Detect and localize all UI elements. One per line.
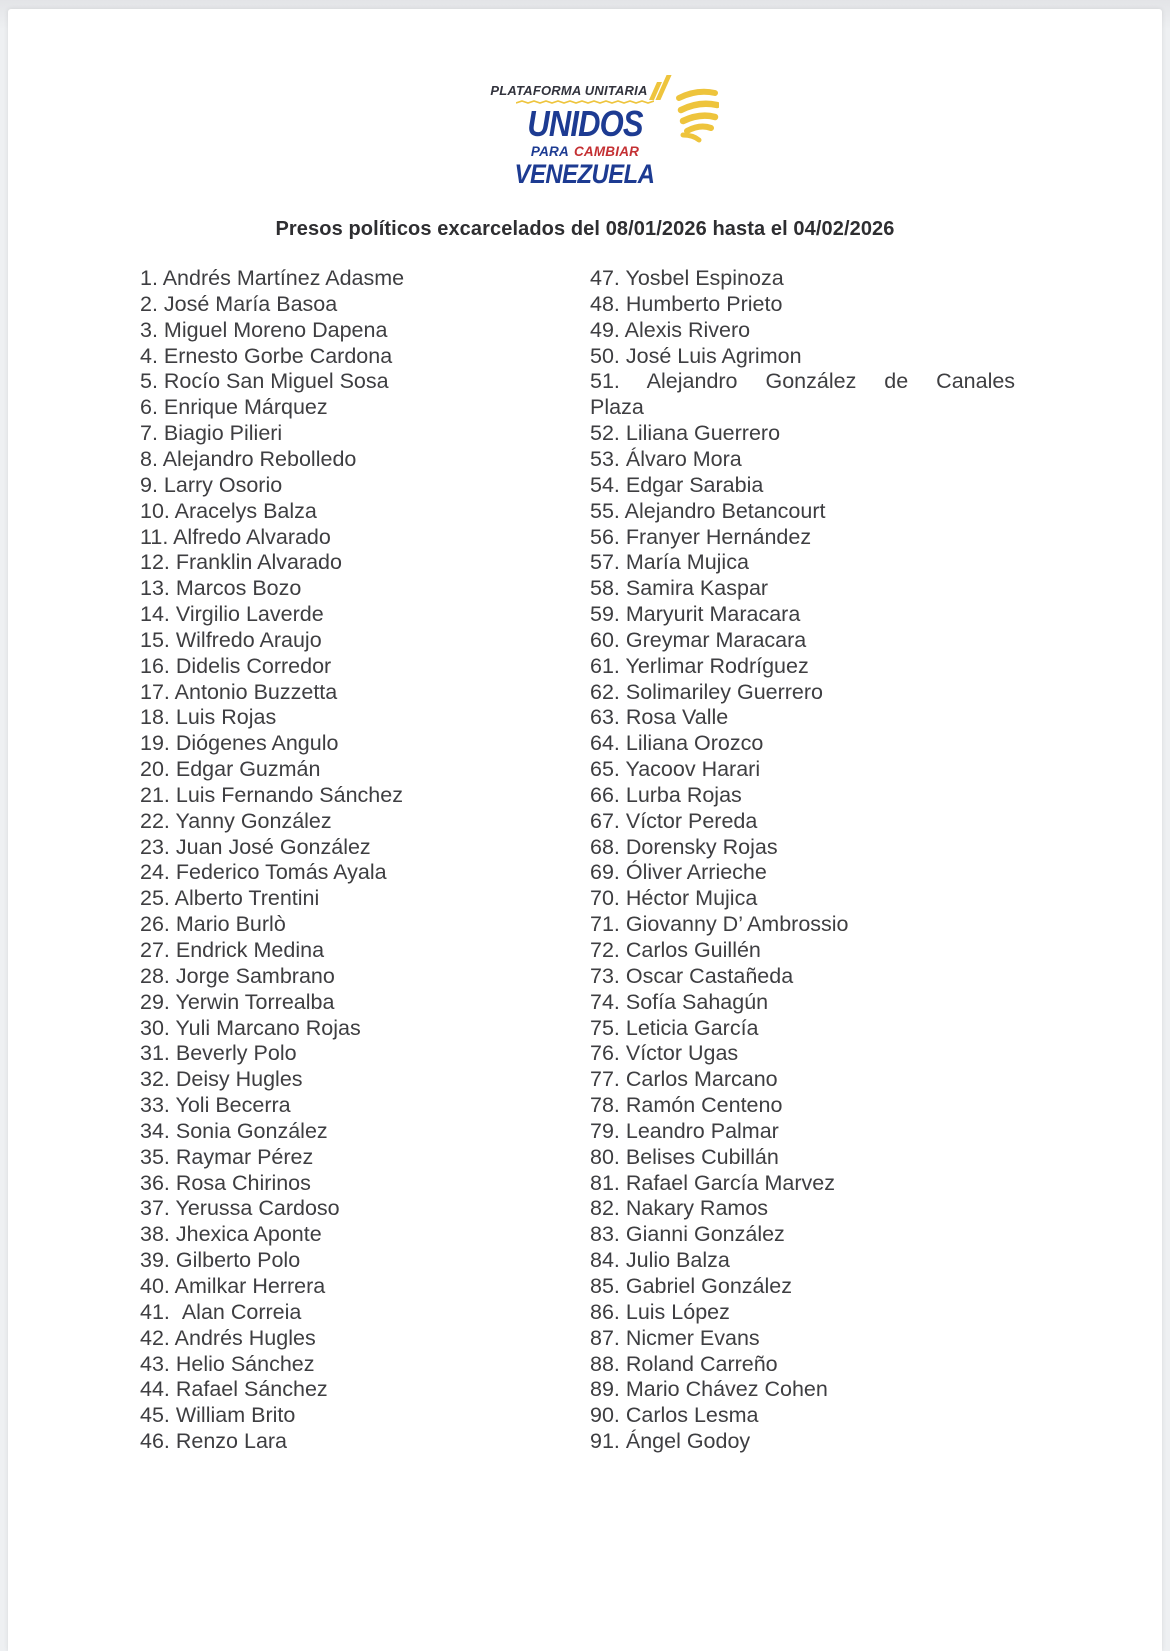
list-item: 38. Jhexica Aponte: [140, 1222, 322, 1247]
list-item: 9. Larry Osorio: [140, 472, 283, 497]
list-item: 79. Leandro Palmar: [590, 1118, 779, 1143]
list-item: 24. Federico Tomás Ayala: [140, 860, 387, 885]
hand-icon: [673, 85, 719, 145]
list-item: 49. Alexis Rivero: [590, 317, 751, 342]
list-item: 89. Mario Chávez Cohen: [590, 1377, 828, 1402]
list-item: 40. Amilkar Herrera: [140, 1273, 326, 1298]
list-item: 56. Franyer Hernández: [590, 524, 812, 549]
list-column-left: [140, 266, 590, 1455]
list-item: 27. Endrick Medina: [140, 938, 325, 962]
list-item: 41. Alan Correia: [140, 1299, 302, 1324]
list-item: 39. Gilberto Polo: [140, 1248, 301, 1273]
list-item: 47. Yosbel Espinoza: [590, 266, 784, 291]
list-item: 66. Lurba Rojas: [590, 782, 742, 807]
list-item: 26. Mario Burlò: [140, 912, 286, 937]
list-item: 85. Gabriel González: [590, 1273, 792, 1298]
list-item: 46. Renzo Lara: [140, 1429, 288, 1454]
double-slash-icon: [653, 75, 666, 100]
list-item: 84. Julio Balza: [590, 1248, 730, 1273]
list-item: 52. Liliana Guerrero: [590, 421, 781, 446]
list-item: 36. Rosa Chirinos: [140, 1170, 311, 1195]
list-item: 67. Víctor Pereda: [590, 808, 758, 833]
list-item: 80. Belises Cubillán: [590, 1144, 779, 1169]
list-item: 43. Helio Sánchez: [140, 1351, 315, 1376]
list-item: 44. Rafael Sánchez: [140, 1377, 328, 1402]
list-item: 18. Luis Rojas: [140, 705, 277, 730]
list-item: 12. Franklin Alvarado: [140, 550, 342, 575]
list-item: 33. Yoli Becerra: [140, 1093, 291, 1118]
names-list: [140, 266, 1162, 1455]
logo: [490, 73, 675, 189]
cambiar-label: CAMBIAR: [573, 143, 640, 159]
list-item: 54. Edgar Sarabia: [590, 472, 764, 497]
list-item: 20. Edgar Guzmán: [140, 757, 321, 782]
list-item: 60. Greymar Maracara: [590, 627, 807, 652]
list-column-right: [590, 266, 1034, 1455]
list-item: 90. Carlos Lesma: [590, 1403, 759, 1428]
list-item: 91. Ángel Godoy: [590, 1429, 751, 1454]
list-item: 86. Luis López: [590, 1299, 730, 1324]
list-item: 25. Alberto Trentini: [140, 886, 320, 911]
list-item: 31. Beverly Polo: [140, 1041, 297, 1066]
list-item: 55. Alejandro Betancourt: [590, 498, 826, 523]
list-item: 2. José María Basoa: [140, 291, 338, 316]
list-item: 77. Carlos Marcano: [590, 1067, 778, 1092]
list-item: 61. Yerlimar Rodríguez: [590, 653, 809, 678]
list-item: 7. Biagio Pilieri: [140, 421, 283, 446]
list-item: 65. Yacoov Harari: [590, 757, 761, 782]
list-item: 51. Alejandro González de Canales Plaza: [590, 369, 1016, 420]
list-item: 21. Luis Fernando Sánchez: [140, 782, 403, 807]
list-item: 13. Marcos Bozo: [140, 576, 302, 601]
list-item: 1. Andrés Martínez Adasme: [140, 266, 405, 291]
list-item: 63. Rosa Valle: [590, 705, 729, 730]
page-title: Presos políticos excarcelados del 08/01/2026 hasta el 04/02/2026: [275, 218, 895, 241]
list-item: 57. María Mujica: [590, 550, 749, 575]
list-item: 37. Yerussa Cardoso: [140, 1196, 340, 1221]
list-item: 73. Oscar Castañeda: [590, 963, 794, 988]
list-item: 16. Didelis Corredor: [140, 653, 332, 678]
unidos-wordmark: UNIDOS: [527, 103, 643, 144]
list-item: 11. Alfredo Alvarado: [140, 524, 331, 549]
list-item: 22. Yanny González: [140, 808, 332, 833]
list-item: 74. Sofía Sahagún: [590, 989, 769, 1014]
list-item: 78. Ramón Centeno: [590, 1093, 783, 1118]
list-item: 53. Álvaro Mora: [590, 446, 742, 471]
list-item: 81. Rafael García Marvez: [590, 1170, 835, 1195]
list-item: 32. Deisy Hugles: [140, 1067, 303, 1092]
list-item: 34. Sonia González: [140, 1118, 328, 1143]
list-item: 10. Aracelys Balza: [140, 498, 317, 523]
list-item: 42. Andrés Hugles: [140, 1325, 316, 1350]
list-item: 83. Gianni González: [590, 1222, 785, 1247]
document-page: [8, 9, 1162, 1651]
list-item: 5. Rocío San Miguel Sosa: [140, 369, 389, 394]
list-item: 17. Antonio Buzzetta: [140, 679, 338, 704]
list-item: 30. Yuli Marcano Rojas: [140, 1015, 361, 1040]
list-item: 15. Wilfredo Araujo: [140, 627, 322, 652]
list-item: 50. José Luis Agrimon: [590, 343, 802, 368]
venezuela-wordmark: VENEZUELA: [515, 158, 655, 189]
list-item: 76. Víctor Ugas: [590, 1041, 739, 1066]
list-item: 71. Giovanny D’ Ambrossio: [590, 912, 849, 937]
list-item: 48. Humberto Prieto: [590, 291, 783, 316]
logo-top-line: [481, 73, 675, 98]
list-item: 75. Leticia García: [590, 1015, 759, 1040]
list-item: 87. Nicmer Evans: [590, 1325, 760, 1350]
list-item: 23. Juan José González: [140, 834, 371, 859]
list-item: 59. Maryurit Maracara: [590, 602, 801, 627]
list-item: 3. Miguel Moreno Dapena: [140, 317, 388, 342]
list-item: 8. Alejandro Rebolledo: [140, 446, 357, 471]
list-item: 4. Ernesto Gorbe Cardona: [140, 343, 393, 368]
list-item: 6. Enrique Márquez: [140, 395, 328, 420]
plataforma-unitaria-label: PLATAFORMA UNITARIA: [490, 83, 648, 98]
list-item: 28. Jorge Sambrano: [140, 963, 335, 988]
list-item: 70. Héctor Mujica: [590, 886, 758, 911]
list-item: 72. Carlos Guillén: [590, 938, 761, 962]
list-item: 35. Raymar Pérez: [140, 1144, 314, 1169]
list-item: 62. Solimariley Guerrero: [590, 679, 824, 704]
list-item: 58. Samira Kaspar: [590, 576, 769, 601]
list-item: 29. Yerwin Torrealba: [140, 989, 335, 1014]
list-item: 64. Liliana Orozco: [590, 731, 764, 756]
list-item: 45. William Brito: [140, 1403, 296, 1428]
list-item: 82. Nakary Ramos: [590, 1196, 769, 1221]
list-item: 69. Óliver Arrieche: [590, 860, 767, 885]
list-item: 19. Diógenes Angulo: [140, 731, 339, 756]
para-cambiar-line: [495, 144, 675, 159]
para-label: PARA: [530, 143, 569, 159]
list-item: 14. Virgilio Laverde: [140, 602, 324, 627]
list-item: 88. Roland Carreño: [590, 1351, 778, 1376]
list-item: 68. Dorensky Rojas: [590, 834, 778, 859]
